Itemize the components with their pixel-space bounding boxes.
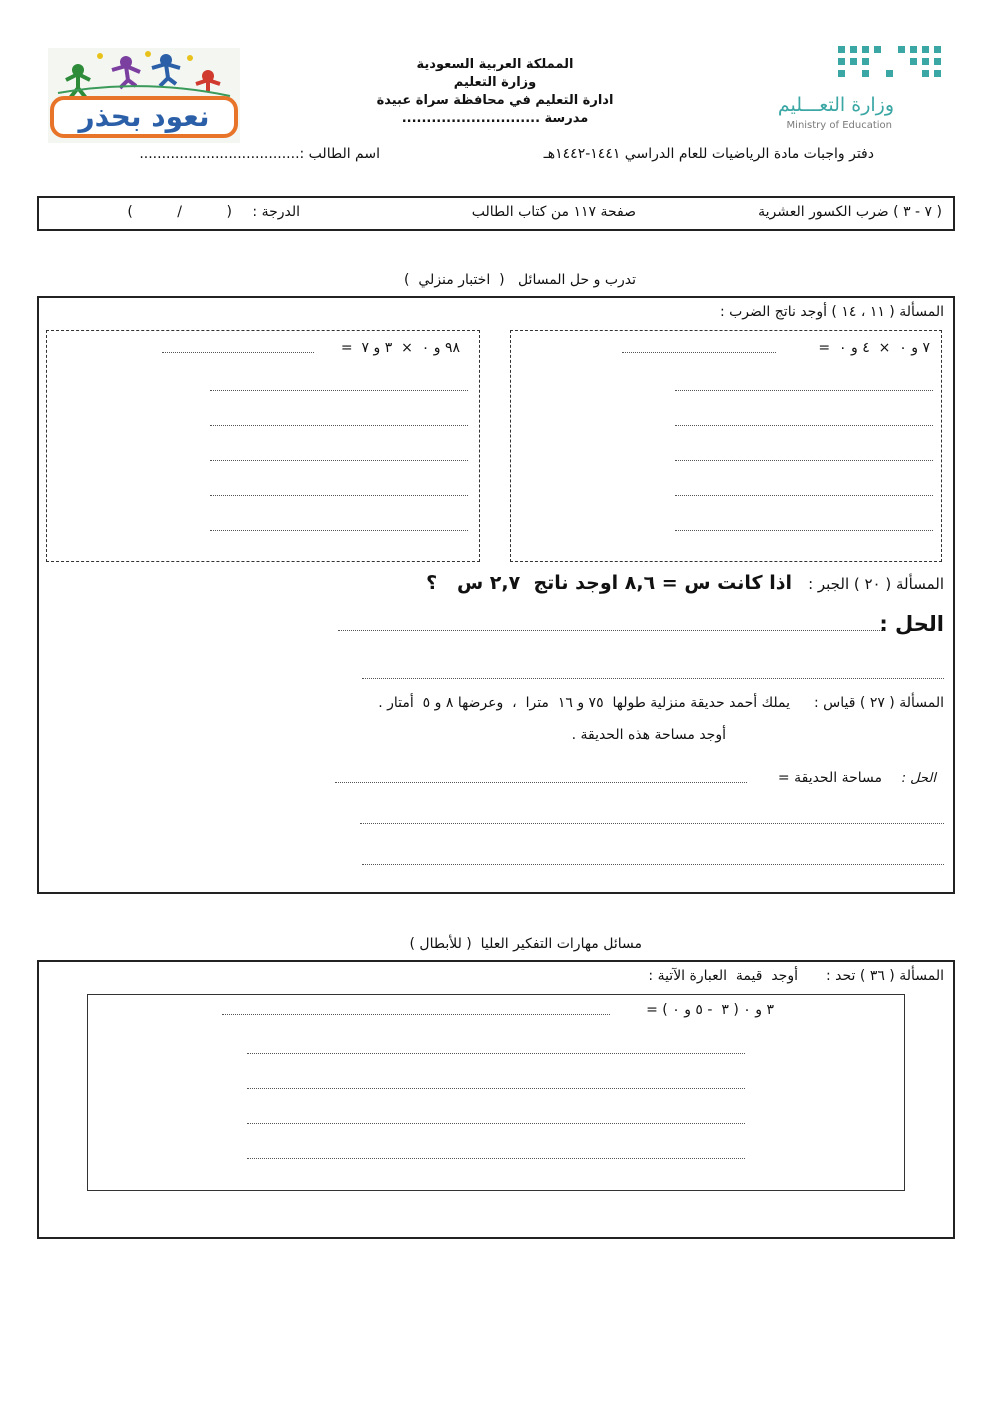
q11-work-line-2[interactable] (675, 425, 933, 426)
question-20-label: المسألة ( ٢٠ ) الجبر : (808, 575, 944, 593)
q20-solution-line-1[interactable] (338, 630, 884, 631)
question-27-text: يملك أحمد حديقة منزلية طولها ٧٥ و ١٦ مترا ، وعرضها ٨ و ٥ أمتار . (378, 695, 790, 711)
q14-work-area[interactable] (46, 330, 480, 562)
q14-work-line-2[interactable] (210, 425, 468, 426)
school-name: مدرسة ............................ (401, 111, 589, 126)
question-27-label: المسألة ( ٢٧ ) قياس : (814, 695, 944, 711)
back-to-school-logo (48, 48, 240, 143)
q14-work-line-5[interactable] (210, 530, 468, 531)
q14-expression: ٩٨ و ٠ × ٣ و ٧ = (340, 340, 460, 356)
header-center (340, 56, 650, 128)
question-36-label: المسألة ( ٣٦ ) تحد : (826, 968, 944, 984)
q27-solution-line-1[interactable] (335, 782, 747, 783)
moe-logo-english: Ministry of Education (786, 120, 892, 131)
section2-title: مسائل مهارات التفكير العليا ( للأبطال ) (409, 936, 642, 952)
question-36-text: أوجد قيمة العبارة الآتية : (648, 968, 798, 984)
q11-answer-line[interactable] (622, 352, 776, 353)
kingdom-name: المملكة العربية السعودية (416, 57, 574, 72)
q36-answer-line[interactable] (222, 1014, 610, 1015)
q11-expression: ٧ و ٠ × ٤ و ٠ = (818, 340, 930, 356)
q11-work-line-1[interactable] (675, 390, 933, 391)
q20-solution-label: الحل : (879, 612, 944, 636)
q27-solution-label: الحل : (901, 771, 936, 786)
q36-work-line-3[interactable] (247, 1123, 745, 1124)
q27-solution-line-3[interactable] (362, 864, 944, 865)
q36-work-line-1[interactable] (247, 1053, 745, 1054)
q11-work-line-3[interactable] (675, 460, 933, 461)
back-to-school-logo-text: نعود بحذر (78, 100, 210, 133)
grade-label: الدرجة : (252, 204, 300, 220)
q27-solution-line-2[interactable] (360, 823, 944, 824)
lesson-title: ( ٧ - ٣ ) ضرب الكسور العشرية (758, 204, 942, 220)
question-20-text: اذا كانت س = ٨,٦ اوجد ناتج ٢,٧ س ؟ (426, 572, 792, 594)
q36-expression: ٣ و ٠ ( ٣ - ٥ و ٠ ) = (646, 1002, 774, 1018)
question-27-subtext: أوجد مساحة هذه الحديقة . (571, 727, 726, 743)
q14-answer-line[interactable] (162, 352, 314, 353)
q11-work-area[interactable] (510, 330, 942, 562)
section1-title: تدرب و حل المسائل ( اختبار منزلي ) (404, 272, 636, 288)
q14-work-line-1[interactable] (210, 390, 468, 391)
grade-value[interactable]: ( / ) (127, 204, 232, 220)
q11-work-line-4[interactable] (675, 495, 933, 496)
book-page: صفحة ١١٧ من كتاب الطالب (471, 204, 636, 220)
moe-dots-icon (780, 42, 950, 92)
q27-area-expression: مساحة الحديقة = (777, 770, 882, 786)
student-name-field[interactable]: اسم الطالب :.................................... (139, 146, 380, 162)
q36-work-area[interactable] (87, 994, 905, 1191)
moe-logo (777, 42, 950, 137)
q36-work-line-4[interactable] (247, 1158, 745, 1159)
q20-solution-line-2[interactable] (362, 678, 944, 679)
ministry-name: وزارة التعليم (453, 75, 537, 90)
moe-logo-arabic: وزارة التعـــليم (777, 94, 894, 116)
q14-work-line-4[interactable] (210, 495, 468, 496)
education-admin: ادارة التعليم في محافظة سراة عبيدة (376, 93, 614, 108)
notebook-title: دفتر واجبات مادة الرياضيات للعام الدراسي ١٤٤١-١٤٤٢هـ (543, 146, 874, 162)
question-11-14-label: المسألة ( ١١ ، ١٤ ) أوجد ناتج الضرب : (719, 304, 944, 320)
q14-work-line-3[interactable] (210, 460, 468, 461)
q36-work-line-2[interactable] (247, 1088, 745, 1089)
q11-work-line-5[interactable] (675, 530, 933, 531)
